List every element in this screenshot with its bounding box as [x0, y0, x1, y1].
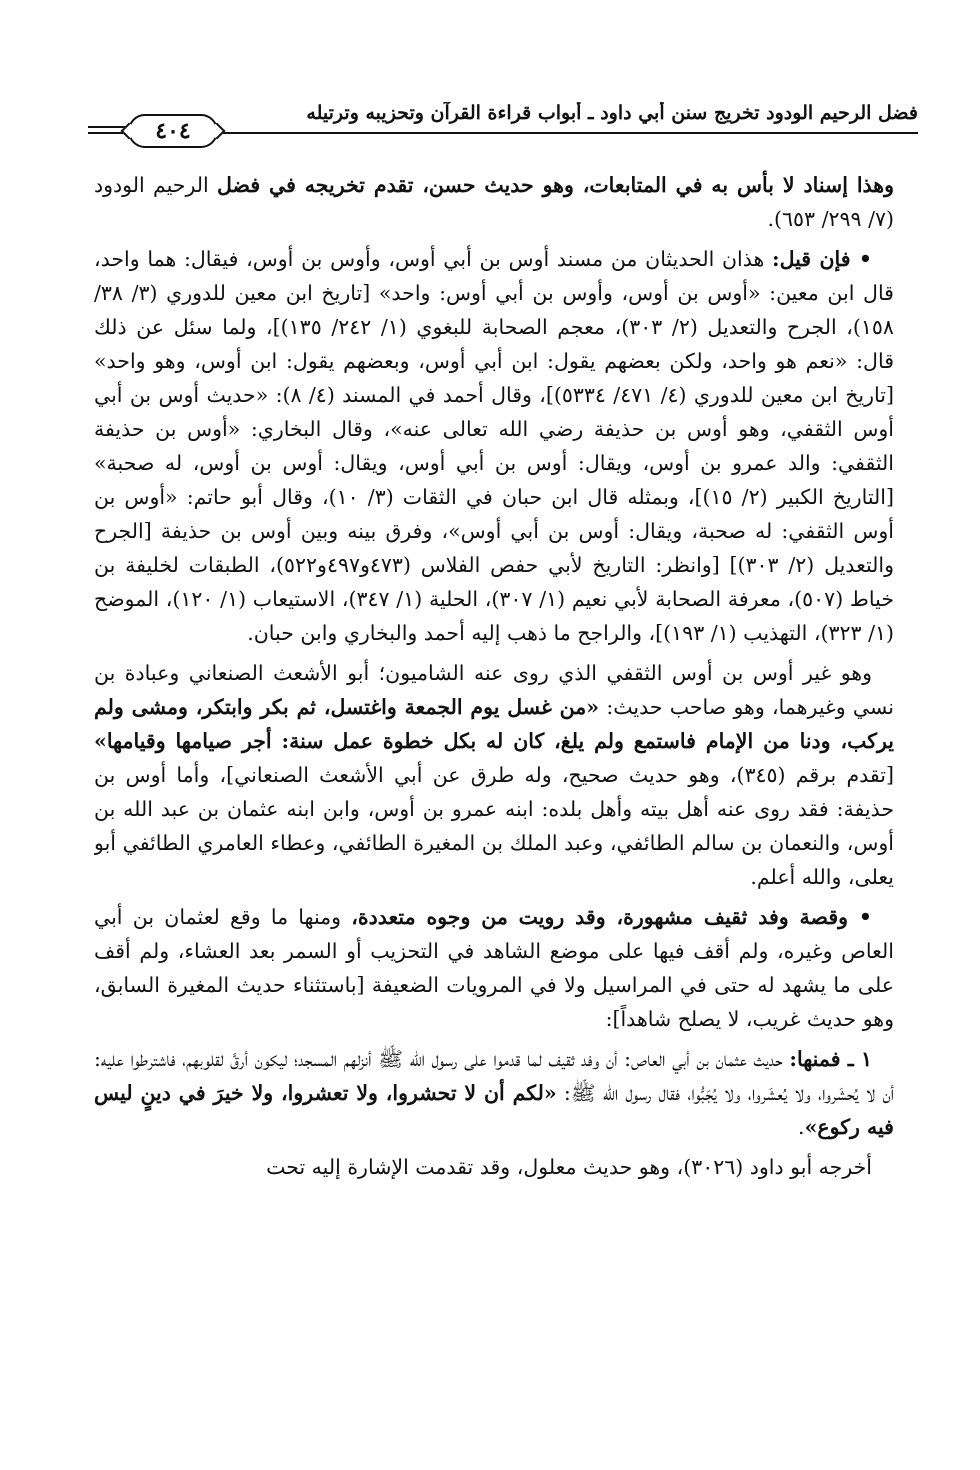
- bold-text: • وقصة وفد ثقيف مشهورة، وقد رويت من وجوه متعددة،: [351, 905, 872, 929]
- paragraph: [94, 1042, 894, 1144]
- paragraph: [94, 168, 894, 236]
- page-header: [88, 94, 918, 164]
- bold-text: ١ ـ فمنها:: [789, 1047, 872, 1071]
- text-segment: ومنها ما وقع لعثمان بن أبي العاص وغيره، ولم أقف فيها على موضع الشاهد في التحزيب أو السمر بعد العشاء، ولم أقف على ما يشهد له حتى في المراسيل ولا في المرويات الضعيفة [باستثناء حديث المغيرة السابق، وهو حديث غريب، لا يصلح شاهداً]:: [94, 905, 894, 1031]
- hadith-quote: «من غسل يوم الجمعة واغتسل، ثم بكر وابتكر، ومشى ولم يركب، ودنا من الإمام فاستمع ولم يلغ، كان له بكل خطوة عمل سنة: أجر صيامها وقيامها»: [94, 695, 894, 753]
- page-number-text: ٤٠٤: [155, 118, 191, 144]
- paragraph: [94, 242, 894, 650]
- text-segment: حديث عثمان بن أبي العاص: أن وفد ثقيف لما قدموا على رسول الله ﷺ أنزلهم المسجد؛ ليكون أرقَّ لقلوبهم، فاشترطوا عليه: أن لا يُحشَروا، ولا يُعشَروا، ولا يُجَبُّوا، فقال رسول الله ﷺ:: [94, 1047, 894, 1105]
- bold-text: • فإن قيل:: [772, 247, 872, 271]
- text-segment: هذان الحديثان من مسند أوس بن أبي أوس، وأوس بن أوس، فيقال: هما واحد، قال ابن معين: «أوس بن أوس، وأوس بن أبي أوس: واحد» [تاريخ ابن معين للدوري (٣/ ٣٨/ ١٥٨)، الجرح والتعديل (٢/ ٣٠٣)، معجم الصحابة للبغوي (١/ ٢٤٢/ ١٣٥)]، ولما سئل عن ذلك قال: «نعم هو واحد، ولكن بعضهم يقول: ابن أبي أوس، وبعضهم يقول: ابن أوس، وهو واحد» [تاريخ ابن معين للدوري (٤/ ٤٧١/ ٥٣٣٤)]، وقال أحمد في المسند (٤/ ٨): «حديث أوس بن أبي أوس الثقفي، وهو أوس بن حذيفة رضي الله تعالى عنه»، وقال البخاري: «أوس بن حذيفة الثقفي: والد عمرو بن أوس، ويقال: أوس بن أبي أوس، ويقال: أوس بن أوس، له صحبة» [التاريخ الكبير (٢/ ١٥)]، وبمثله قال ابن حبان في الثقات (٣/ ١٠)، وقال أبو حاتم: «أوس بن أوس الثقفي: له صحبة، ويقال: أوس بن أبي أوس»، وفرق بينه وبين أوس بن حذيفة [الجرح والتعديل (٢/ ٣٠٣)] [وانظر: التاريخ لأبي حفص الفلاس (٤٧٣و٤٩٧و٥٢٢)، الطبقات لخليفة بن خياط (٥٠٧)، معرفة الصحابة لأبي نعيم (١/ ٣٠٧)، الحلية (١/ ٣٤٧)، الاستيعاب (١/ ١٢٠)، الموضح (١/ ٣٢٣)، التهذيب (١/ ١٩٣)]، والراجح ما ذهب إليه أحمد والبخاري وابن حبان.: [94, 247, 894, 645]
- text-segment: .: [798, 1115, 805, 1139]
- text-segment: [تقدم برقم (٣٤٥)، وهو حديث صحيح، وله طرق عن أبي الأشعث الصنعاني]، وأما أوس بن حذيفة: فقد روى عنه أهل بيته وأهل بلده: ابنه عمرو بن أوس، وابن ابنه عثمان بن عبد الله بن أوس، والنعمان بن سالم الطائفي، وعبد الملك بن المغيرة الطائفي، وعطاء العامري الطائفي أبو يعلى، والله أعلم.: [94, 763, 894, 889]
- bold-text: وهذا إسناد لا بأس به في المتابعات، وهو حديث حسن، تقدم تخريجه في فضل: [217, 173, 894, 197]
- body-text: [94, 168, 894, 1398]
- paragraph: [94, 1150, 894, 1184]
- text-segment: وهو غير أوس بن أوس الثقفي الذي روى عنه الشاميون؛ أبو الأشعث الصنعاني وعبادة بن نسي وغيرهما، وهو صاحب حديث:: [94, 661, 894, 719]
- text-segment: الرحيم الودود (٧/ ٢٩٩/ ٦٥٣).: [94, 173, 894, 231]
- page-number: [128, 114, 218, 148]
- header-rule: [178, 132, 918, 134]
- paragraph: [94, 656, 894, 894]
- text-segment: أخرجه أبو داود (٣٠٢٦)، وهو حديث معلول، وقد تقدمت الإشارة إليه تحت: [266, 1155, 872, 1179]
- running-title: فضل الرحيم الودود تخريج سنن أبي داود ـ أبواب قراءة القرآن وتحزيبه وترتيله: [306, 102, 918, 124]
- paragraph: [94, 900, 894, 1036]
- hadith-quote: «لكم أن لا تحشروا، ولا تعشروا، ولا خيرَ في دينٍ ليس فيه ركوع»: [94, 1081, 894, 1139]
